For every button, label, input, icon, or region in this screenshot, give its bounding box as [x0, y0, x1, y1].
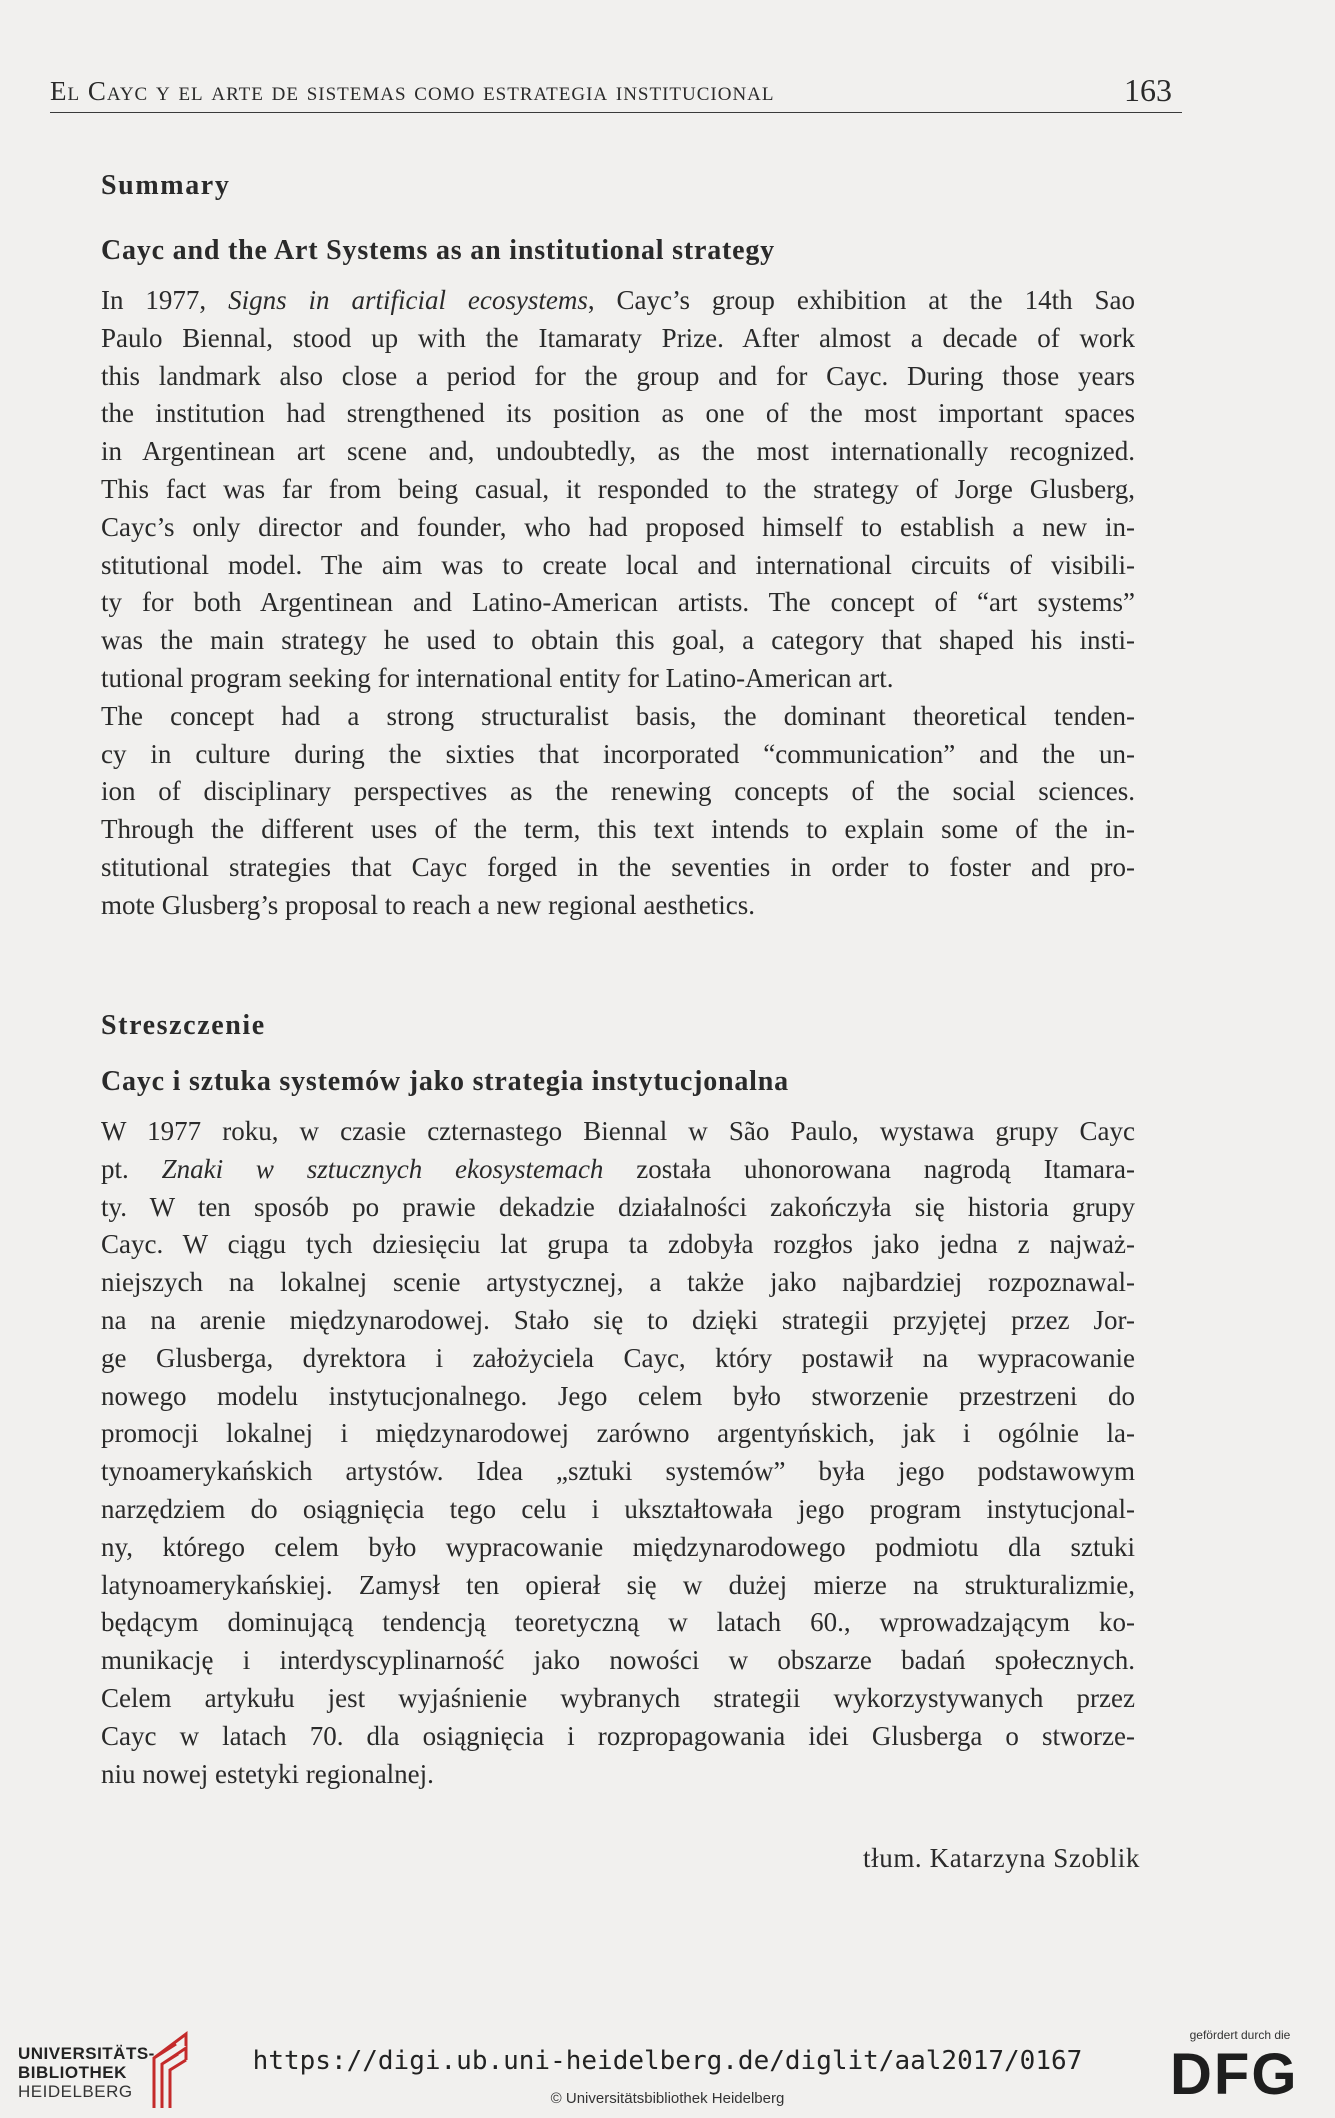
text-line: ion of disciplinary perspectives as the renewing concepts of the social sciences.: [101, 776, 1135, 807]
text-run: została uhonorowana nagrodą Itamara-: [603, 1153, 1135, 1184]
text-line: na na arenie międzynarodowej. Stało się to dzięki strategii przyjętej przez Jor-: [101, 1304, 1135, 1335]
dfg-wordmark: DFG: [1170, 2042, 1299, 2107]
text-line: W 1977 roku, w czasie czternastego Biennal w São Paulo, wystawa grupy Cayc: [101, 1116, 1135, 1146]
text-line: was the main strategy he used to obtain this goal, a category that shaped his insti-: [101, 625, 1135, 656]
text-line: in Argentinean art scene and, undoubtedly, as the most internationally recognized.: [101, 436, 1135, 467]
text-line: narzędziem do osiągnięcia tego celu i ukształtowała jego program instytucjonal-: [101, 1493, 1135, 1524]
translator-credit: tłum. Katarzyna Szoblik: [863, 1843, 1140, 1873]
text-line: [101, 1151, 1135, 1189]
text-line: ty for both Argentinean and Latino-American artists. The concept of “art systems”: [101, 587, 1135, 618]
text-line: nowego modelu instytucjonalnego. Jego celem było stworzenie przestrzeni do: [101, 1380, 1135, 1411]
text-line: Celem artykułu jest wyjaśnienie wybranych strategii wykorzystywanych przez: [101, 1682, 1135, 1713]
logo-line-3: HEIDELBERG: [18, 2082, 133, 2101]
running-head: [50, 68, 1182, 113]
text-line: [101, 282, 1135, 320]
text-line: stitutional strategies that Cayc forged in the seventies in order to foster and pro-: [101, 851, 1135, 882]
copyright-notice: © Universitätsbibliothek Heidelberg: [550, 2090, 785, 2107]
text-line: cy in culture during the sixties that incorporated “communication” and the un-: [101, 738, 1135, 769]
text-line: Cayc w latach 70. dla osiągnięcia i rozpropagowania idei Glusberga o stworze-: [101, 1720, 1135, 1751]
text-line: tutional program seeking for international entity for Latino-American art.: [101, 662, 894, 693]
text-run: In 1977,: [101, 285, 229, 315]
text-line: This fact was far from being casual, it responded to the strategy of Jorge Glusberg,: [101, 473, 1135, 504]
text-line: stitutional model. The aim was to create local and international circuits of visibili-: [101, 549, 1135, 580]
streszczenie-body: [101, 1113, 1135, 1793]
text-line: latynoamerykańskiej. Zamysł ten opierał się w dużej mierze na strukturalizmie,: [101, 1569, 1135, 1600]
text-run: , Cayc’s group exhibition at the 14th Sao: [587, 285, 1135, 315]
page-number: 163: [1124, 72, 1172, 108]
dfg-funding-note: gefördert durch die: [1189, 2028, 1291, 2042]
dfg-logo-icon[interactable]: [1170, 2028, 1310, 2107]
logo-line-2: BIBLIOTHEK: [18, 2063, 127, 2082]
text-line: Through the different uses of the term, this text intends to explain some of the in-: [101, 814, 1135, 845]
text-line: niejszych na lokalnej scenie artystycznej, a także jako najbardziej rozpoznawal-: [101, 1267, 1135, 1298]
text-line: Cayc’s only director and founder, who had proposed himself to establish a new in-: [101, 511, 1135, 542]
text-line: tynoamerykańskich artystów. Idea „sztuki systemów” była jego podstawowym: [101, 1456, 1135, 1487]
text-line: ny, którego celem było wypracowanie międzynarodowego podmiotu dla sztuki: [101, 1531, 1135, 1562]
summary-article-title: Cayc and the Art Systems as an institutional strategy: [101, 235, 775, 266]
text-run: pt.: [101, 1153, 162, 1184]
streszczenie-article-title: Cayc i sztuka systemów jako strategia instytucjonalna: [101, 1066, 789, 1097]
summary-body: [101, 282, 1135, 925]
text-line: mote Glusberg’s proposal to reach a new regional aesthetics.: [101, 889, 756, 920]
text-line: promocji lokalnej i międzynarodowej zarówno argentyńskich, jak i ogólnie la-: [101, 1418, 1135, 1449]
text-line: munikację i interdyscyplinarność jako nowości w obszarze badań społecznych.: [101, 1645, 1135, 1676]
text-line: będącym dominującą tendencją teoretyczną w latach 60., wprowadzającym ko-: [101, 1607, 1135, 1638]
text-line: The concept had a strong structuralist basis, the dominant theoretical tenden-: [101, 700, 1135, 731]
digitization-url-link[interactable]: https://digi.ub.uni-heidelberg.de/diglit/aal2017/0167: [252, 2046, 1083, 2076]
summary-section: [101, 170, 1135, 920]
summary-heading: Summary: [101, 170, 231, 201]
text-line: the institution had strengthened its position as one of the most important spaces: [101, 398, 1135, 429]
streszczenie-section: [101, 1010, 1135, 1789]
italic-title: Znaki w sztucznych ekosystemach: [161, 1153, 604, 1184]
text-line: this landmark also close a period for the group and for Cayc. During those years: [101, 360, 1135, 391]
streszczenie-heading: Streszczenie: [101, 1010, 266, 1041]
digitization-footer: [0, 2008, 1335, 2118]
italic-title: Signs in artificial ecosystems: [228, 285, 588, 315]
text-line: Cayc. W ciągu tych dziesięciu lat grupa ta zdobyła rozgłos jako jedna z najważ-: [101, 1229, 1135, 1260]
text-line: niu nowej estetyki regionalnej.: [101, 1758, 434, 1789]
text-line: Paulo Biennal, stood up with the Itamaraty Prize. After almost a decade of work: [101, 322, 1135, 353]
text-line: ge Glusberga, dyrektora i założyciela Cayc, który postawił na wypracowanie: [101, 1342, 1135, 1373]
logo-line-1: UNIVERSITÄTS-: [18, 2044, 155, 2063]
text-line: ty. W ten sposób po prawie dekadzie działalności zakończyła się historia grupy: [101, 1191, 1135, 1222]
running-title: El Cayc y el arte de sistemas como estrategia institucional: [50, 76, 775, 106]
